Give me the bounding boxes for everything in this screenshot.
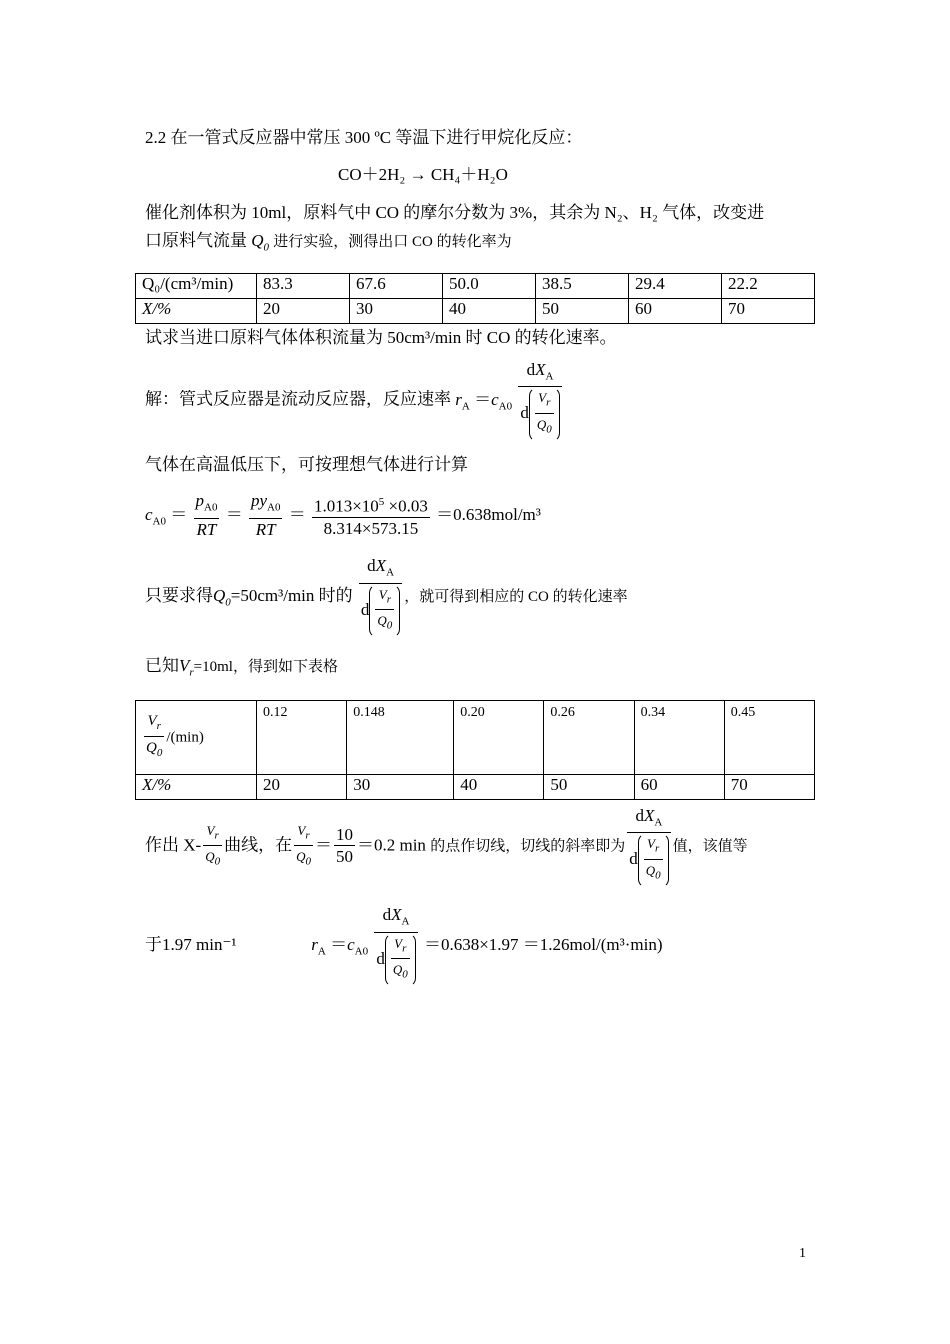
solution-text: =50cm³/min 时的: [230, 586, 353, 605]
table-cell: 50: [544, 775, 634, 800]
table-cell: 0.12: [257, 701, 347, 775]
table-cell: 60: [634, 775, 724, 800]
solution-text: 的点作切线，切线的斜率即为: [430, 838, 626, 855]
rate-definition-line: [145, 360, 564, 440]
solution-text: 于: [145, 935, 162, 954]
solution-text: ，就可得到相应的 CO 的转化速率: [404, 589, 628, 605]
table-cell: 22.2: [722, 274, 815, 299]
table-cell: 0.20: [454, 701, 544, 775]
plot-value: ＝0.2 min: [356, 835, 426, 855]
table-cell: 67.6: [350, 274, 443, 299]
table-cell: 40: [443, 299, 536, 324]
conversion-table: [135, 273, 815, 324]
solution-text: 作出 X-: [145, 835, 202, 855]
final-equation: $r_A =c_{A0}$ $dX_A$ d $\frac{V_r}{Q_0}$ ＝0.638×1.97 ＝1.26mol/(m³·min): [311, 935, 662, 954]
reaction-equation: CO＋2H₂ → CH₄＋H₂O: [338, 165, 508, 184]
table-header-cell: X/%: [136, 775, 257, 800]
problem-text-line: [145, 229, 512, 259]
table-cell: 60: [629, 299, 722, 324]
table-cell: 50: [536, 299, 629, 324]
page-number: 1: [799, 1246, 806, 1261]
slope-value: 1.97 min⁻¹: [162, 935, 237, 954]
solution-text: 曲线，在: [224, 835, 293, 855]
table-cell: 30: [347, 775, 454, 800]
space-time-table: [135, 700, 815, 800]
table-cell: 29.4: [629, 274, 722, 299]
solution-text-line: 已知$V_r=10ml$，得到如下表格: [145, 656, 338, 679]
ca0-result: ＝0.638mol/m³: [436, 505, 541, 524]
table-cell: 30: [350, 299, 443, 324]
solution-text-line: 只要求得$Q_0=50cm^3/\min$ 时的 $dX_A$ d $\frac{V_r}{Q_0}$ ，就可得到相应的 CO 的转化速率: [145, 556, 628, 638]
tangent-line-text: 作出 X- $\frac{V_r}{Q_0}$ 曲线，在 $\frac{V_r}{Q_0}$ ＝ $\frac{10}{50}$ ＝0.2 min 的点作切线，切线的斜率即为 $dX_A$ d $\frac{V_r}{Q_0}$ 值，该值等: [145, 806, 748, 886]
question-text: 试求当进口原料气体体积流量为 50cm³/min 时 CO 的转化速率。: [145, 328, 617, 347]
q0-symbol: $Q_0$: [251, 231, 270, 254]
table-cell: 40: [454, 775, 544, 800]
solution-text: 只要求得: [145, 586, 213, 605]
table-cell: 0.26: [544, 701, 634, 775]
table-cell: 20: [257, 299, 350, 324]
table-cell: 20: [257, 775, 347, 800]
final-result-line: [145, 900, 662, 992]
table-cell: 0.34: [634, 701, 724, 775]
solution-text: =10ml，得到如下表格: [193, 659, 338, 675]
final-result: ＝0.638×1.97 ＝1.26mol/(m³·min): [423, 935, 663, 954]
table-header-cell: $\frac{V_r}{Q_0}$ /(min): [136, 701, 257, 775]
table-header-cell: X/%: [136, 299, 257, 324]
table-cell: 38.5: [536, 274, 629, 299]
table-cell: 70: [722, 299, 815, 324]
rate-formula: $r_A =c_{A0}$ $dX_A$ d $\frac{V_r}{Q_0}$: [455, 390, 563, 409]
table-cell: 50.0: [443, 274, 536, 299]
solution-text: 解：管式反应器是流动反应器，反应速率: [145, 389, 451, 409]
problem-text-line: 催化剂体积为 10ml，原料气中 CO 的摩尔分数为 3%，其余为 N₂、H₂ 气体，改变进: [145, 203, 765, 222]
solution-text-line: 气体在高温低压下，可按理想气体进行计算: [145, 455, 468, 474]
table-cell: 0.148: [347, 701, 454, 775]
problem-heading: 2.2 在一管式反应器中常压 300 ºC 等温下进行甲烷化反应：: [145, 128, 583, 147]
table-cell: 83.3: [257, 274, 350, 299]
ca0-equation: $c_{A0}$ ＝ $\frac{p_{A0}}{RT}$ ＝ $\frac{py_{A0}}{RT}$ ＝ $\frac{1.013\times 10^5 \times 0.03}{8.314\times 573.15}$ ＝0.638mol/m³: [145, 491, 541, 539]
table-cell: 70: [724, 775, 814, 800]
solution-text: 值，该值等: [672, 838, 748, 855]
table-cell: 0.45: [724, 701, 814, 775]
problem-text: 进行实验，测得出口 CO 的转化率为: [273, 234, 512, 250]
table-header-cell: Q₀/(cm³/min): [136, 274, 257, 299]
problem-text: 口原料气流量: [145, 231, 247, 250]
solution-text: 已知: [145, 656, 179, 675]
